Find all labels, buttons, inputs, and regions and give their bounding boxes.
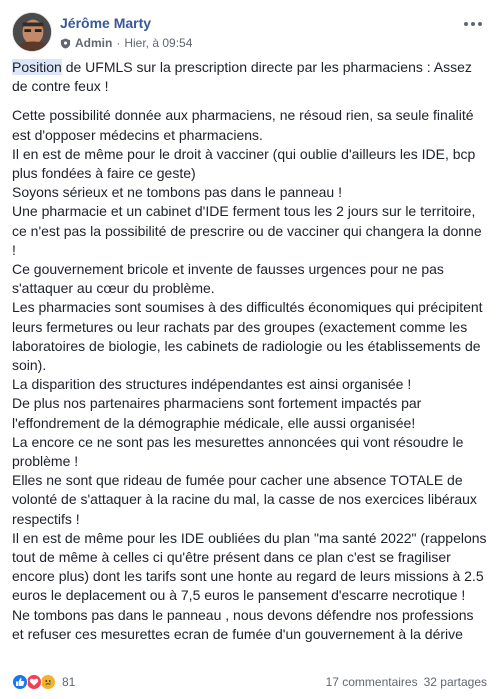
reactions-summary[interactable] [12, 674, 75, 690]
post-header [12, 12, 487, 54]
post-body [12, 58, 487, 644]
post-footer [12, 672, 487, 692]
sad-reaction-icon [40, 674, 56, 690]
post-paragraph: Une pharmacie et un cabinet d'IDE ferment tous les 2 jours sur le territoire, ce n'est pas la possibilité de prescrire ou de vacciner qui changera la donne ! [12, 203, 482, 258]
post-paragraph: De plus nos partenaires pharmaciens sont fortement impactés par l'effondrement de la démographie médicale, elle aussi organisée! [12, 395, 422, 431]
more-options-icon[interactable] [461, 16, 485, 32]
meta-separator: · [116, 36, 121, 50]
comments-count[interactable]: 17 commentaires [325, 675, 418, 689]
highlighted-word: Position [12, 59, 62, 75]
post-paragraph: Ce gouvernement bricole et invente de fausses urgences pour ne pas s'attaquer au cœur du problème. [12, 261, 444, 297]
admin-shield-icon [60, 38, 71, 49]
post-paragraph: La disparition des structures indépendantes est ainsi organisée ! [12, 376, 412, 393]
author-avatar[interactable] [12, 12, 52, 52]
post-title [12, 58, 487, 96]
post-stats [326, 675, 487, 689]
post-meta [60, 36, 192, 50]
love-reaction-icon [26, 674, 42, 690]
post-paragraph: La encore ce ne sont pas les mesurettes annoncées qui vont résoudre le problème ! [12, 433, 464, 470]
author-name[interactable]: Jérôme Marty [60, 15, 152, 31]
post-title-rest: de UFMLS sur la prescription directe par les pharmaciens : Assez de contre feux ! [12, 59, 472, 95]
post-paragraph: Il en est de même pour les IDE oubliées du plan "ma santé 2022" (rappelons tout de même à celles ci qu'être présent dans ce plan c'est se fragiliser encore plus) dont les tarifs sont une honte au regard de leurs missions à 2.5 euros le deplacement ou à 7,5 euros le pansement d'escarre necrotique ! [12, 529, 487, 604]
author-role: Admin [75, 36, 113, 50]
post-timestamp[interactable]: Hier, à 09:54 [124, 36, 193, 50]
post-paragraph: Elles ne sont que rideau de fumée pour cacher une absence TOTALE de volonté de s'attaquer à la racine du mal, la casse de nos exercices libéraux respectifs ! [12, 472, 477, 527]
post-paragraph: Il en est de même pour le droit à vacciner (qui oublie d'ailleurs les IDE, bcp plus fondées à faire ce geste) [12, 145, 476, 182]
shares-count[interactable]: 32 partages [423, 675, 487, 689]
post-paragraph: Soyons sérieux et ne tombons pas dans le panneau ! [12, 184, 342, 201]
like-reaction-icon [12, 674, 28, 690]
post-paragraph: Ne tombons pas dans le panneau , nous devons défendre nos professions et refuser ces mesurettes ecran de fumée d'un gouvernement à la dérive [12, 606, 474, 642]
reaction-count: 81 [62, 675, 76, 689]
post-paragraph: Cette possibilité donnée aux pharmaciens, ne résoud rien, sa seule finalité est d'opposer médecins et pharmaciens. [12, 107, 474, 143]
post-paragraph: Les pharmacies sont soumises à des difficultés économiques qui précipitent leurs fermetures ou leur rachats par des groupes (exactement comme les laboratoires de biologie, les cabinets de radiologie ou les établissements de soin). [12, 299, 483, 374]
